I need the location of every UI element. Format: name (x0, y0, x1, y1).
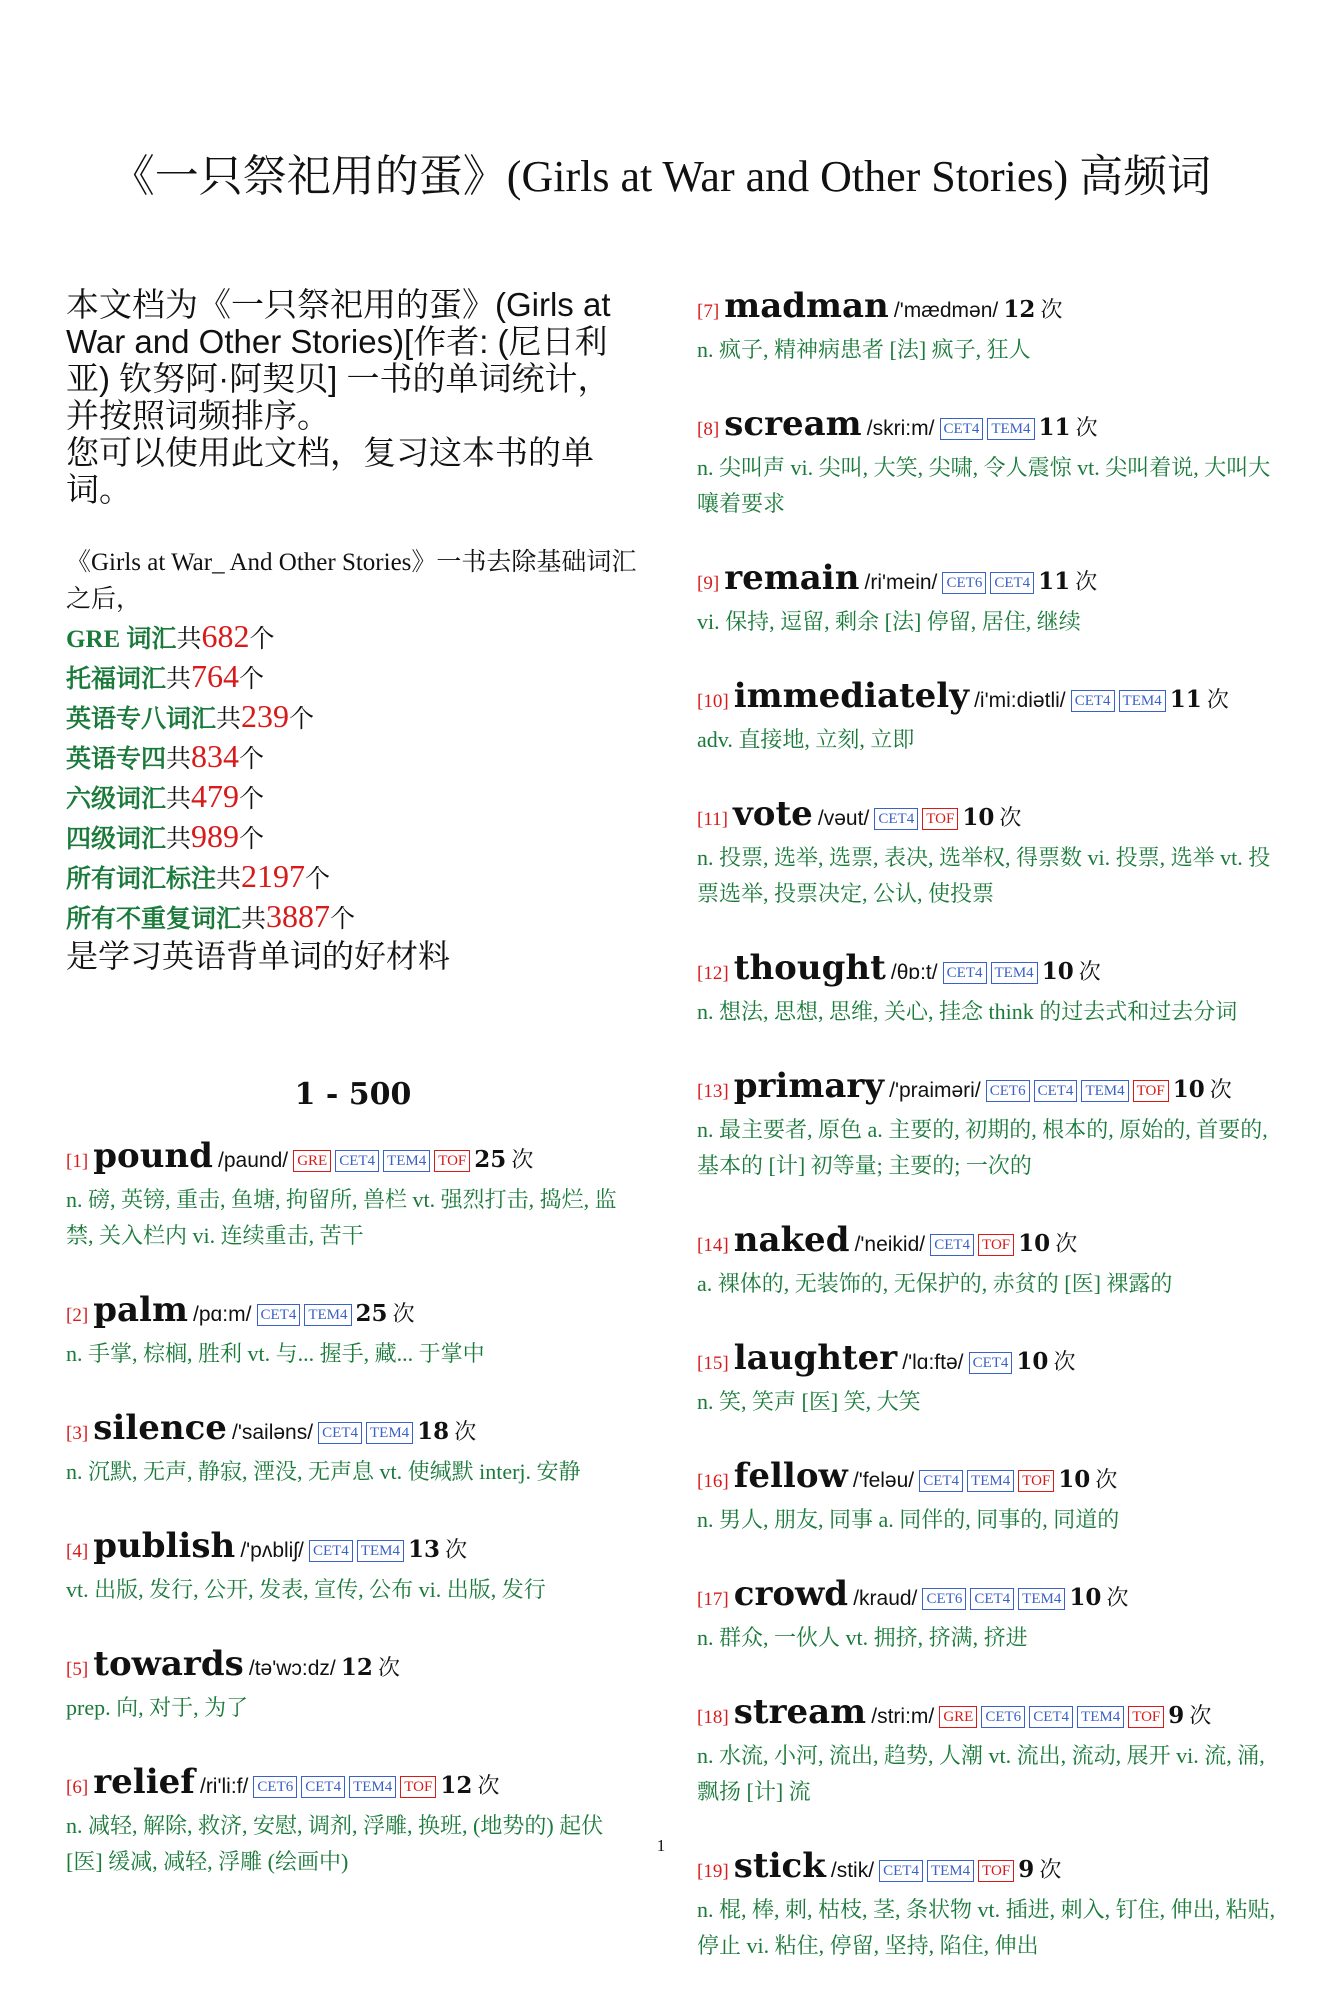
entries-left (66, 1136, 640, 1880)
entry-index: [9] (697, 573, 720, 594)
word-entry (66, 1408, 640, 1490)
entry-count-unit: 次 (1039, 1858, 1062, 1883)
exam-tag-badge: TEM4 (357, 1540, 404, 1562)
stat-label: 英语专四 (66, 746, 167, 773)
entry-phonetic: /'sailəns/ (232, 1421, 314, 1444)
word-entry (697, 286, 1277, 368)
exam-tag-badge: TEM4 (1018, 1588, 1065, 1610)
stat-gong: 共 (166, 826, 192, 853)
entry-header (697, 404, 1277, 450)
entry-header (697, 558, 1277, 604)
word-entry (697, 404, 1277, 522)
entry-phonetic: /'feləu/ (852, 1469, 915, 1492)
entry-phonetic: /stri:m/ (871, 1705, 935, 1728)
entry-count: 10 (1058, 1466, 1091, 1493)
exam-tag-badge: TOF (1133, 1080, 1169, 1102)
stat-ge: 个 (330, 906, 356, 933)
stat-row (66, 818, 640, 858)
entry-index: [10] (697, 691, 729, 712)
entry-index: [13] (697, 1081, 729, 1102)
entry-definition: n. 疯子, 精神病患者 [法] 疯子, 狂人 (697, 337, 1031, 362)
entry-definition: n. 投票, 选举, 选票, 表决, 选举权, 得票数 vi. 投票, 选举 vt. 投票选举, 投票决定, 公认, 使投票 (697, 845, 1271, 906)
entry-definition: n. 最主要者, 原色 a. 主要的, 初期的, 根本的, 原始的, 首要的, 基本的 [计] 初等量; 主要的; 一次的 (697, 1117, 1268, 1178)
exam-tag-badge: TOF (978, 1860, 1014, 1882)
word-entry (697, 1692, 1277, 1810)
entry-phonetic: /vəut/ (817, 807, 870, 830)
word-entry (697, 1456, 1277, 1538)
entry-header (66, 1290, 640, 1336)
stat-row (66, 658, 640, 698)
entry-index: [6] (66, 1777, 89, 1798)
stat-label: 托福词汇 (66, 666, 167, 693)
stat-label: GRE 词汇 (66, 626, 177, 653)
right-column (697, 286, 1277, 2000)
exam-tag-badge: CET4 (335, 1150, 379, 1172)
word-entry (697, 558, 1277, 640)
stat-label: 四级词汇 (66, 826, 167, 853)
entry-definition: n. 尖叫声 vi. 尖叫, 大笑, 尖啸, 令人震惊 vt. 尖叫着说, 大叫大嚷着要求 (697, 455, 1271, 516)
stat-row (66, 698, 640, 738)
entry-index: [8] (697, 419, 720, 440)
entry-count-unit: 次 (1206, 688, 1229, 713)
entry-count-unit: 次 (1053, 1350, 1076, 1375)
entry-definition: n. 棍, 棒, 刺, 枯枝, 茎, 条状物 vt. 插进, 刺入, 钉住, 伸出, 粘贴, 停止 vi. 粘住, 停留, 坚持, 陷住, 伸出 (697, 1897, 1276, 1958)
entry-word: stick (733, 1846, 826, 1886)
entry-count: 10 (1069, 1584, 1102, 1611)
entry-word: pound (93, 1136, 213, 1176)
entry-header (697, 948, 1277, 994)
exam-tag-badge: CET4 (309, 1540, 353, 1562)
entry-count: 10 (1018, 1230, 1051, 1257)
word-entry (66, 1762, 640, 1880)
section-heading: 1 - 500 (294, 1077, 412, 1112)
entry-word: crowd (733, 1574, 849, 1614)
entry-word: vote (733, 794, 813, 834)
exam-tag-badge: TOF (1128, 1706, 1164, 1728)
entry-phonetic: /tə'wɔ:dz/ (248, 1657, 336, 1680)
exam-tag-badge: CET4 (919, 1470, 963, 1492)
stat-ge: 个 (239, 666, 265, 693)
entry-header (697, 1456, 1277, 1502)
entry-count-unit: 次 (377, 1656, 400, 1681)
entry-count: 10 (1172, 1076, 1205, 1103)
entry-header (697, 676, 1277, 722)
exam-tag-badge: CET4 (257, 1304, 301, 1326)
stat-value: 3887 (266, 898, 331, 934)
entry-word: scream (724, 404, 862, 444)
entry-word: thought (733, 948, 886, 988)
entry-phonetic: /paund/ (218, 1149, 289, 1172)
stats-lead: 《Girls at War_ And Other Stories》一书去除基础词汇之后， (66, 549, 637, 613)
entry-header (697, 794, 1277, 840)
entry-index: [15] (697, 1353, 729, 1374)
entry-header (697, 1220, 1277, 1266)
entry-index: [18] (697, 1707, 729, 1728)
exam-tag-badge: CET4 (879, 1860, 923, 1882)
exam-tag-badge: CET4 (301, 1776, 345, 1798)
stats-list (66, 618, 640, 938)
entry-index: [16] (697, 1471, 729, 1492)
exam-tag-badge: CET6 (942, 572, 986, 594)
intro-paragraph: 本文档为《一只祭祀用的蛋》(Girls at War and Other Stories)[作者: (尼日利亚) 钦努阿·阿契贝] 一书的单词统计，并按照词频排序。 (66, 286, 611, 434)
entry-word: silence (93, 1408, 227, 1448)
stat-value: 682 (201, 618, 250, 654)
entry-word: relief (93, 1762, 195, 1802)
exam-tag-badge: CET6 (922, 1588, 966, 1610)
exam-tag-badge: TEM4 (1119, 690, 1166, 712)
stat-row (66, 778, 640, 818)
entry-header (66, 1408, 640, 1454)
entry-index: [17] (697, 1589, 729, 1610)
stat-label: 所有不重复词汇 (66, 906, 242, 933)
entry-count: 13 (407, 1536, 440, 1563)
left-column (66, 286, 640, 1916)
entry-definition: prep. 向, 对于, 为了 (66, 1695, 249, 1720)
exam-tag-badge: GRE (939, 1706, 977, 1728)
entry-word: towards (93, 1644, 244, 1684)
entry-count-unit: 次 (1075, 416, 1098, 441)
entry-count-unit: 次 (1189, 1704, 1212, 1729)
entry-word: palm (93, 1290, 188, 1330)
exam-tag-badge: CET4 (940, 418, 984, 440)
entry-definition: n. 减轻, 解除, 救济, 安慰, 调剂, 浮雕, 换班, (地势的) 起伏 [医] 缓减, 减轻, 浮雕 (绘画中) (66, 1813, 604, 1874)
entry-count-unit: 次 (1055, 1232, 1078, 1257)
entry-count: 12 (1003, 296, 1036, 323)
exam-tag-badge: TEM4 (1081, 1080, 1128, 1102)
page-number: 1 (656, 1836, 666, 1855)
entry-definition: n. 沉默, 无声, 静寂, 湮没, 无声息 vt. 使缄默 interj. 安静 (66, 1459, 581, 1484)
exam-tag-badge: CET4 (874, 808, 918, 830)
word-entry (66, 1290, 640, 1372)
entry-count: 11 (1169, 686, 1202, 713)
entry-index: [7] (697, 301, 720, 322)
exam-tag-badge: CET6 (981, 1706, 1025, 1728)
exam-tag-badge: CET4 (1034, 1080, 1078, 1102)
entry-definition: vi. 保持, 逗留, 剩余 [法] 停留, 居住, 继续 (697, 609, 1081, 634)
entry-phonetic: /stik/ (830, 1859, 875, 1882)
entry-count-unit: 次 (1040, 298, 1063, 323)
entry-definition: a. 裸体的, 无装饰的, 无保护的, 赤贫的 [医] 裸露的 (697, 1271, 1173, 1296)
word-entry (697, 1066, 1277, 1184)
stat-gong: 共 (241, 906, 267, 933)
word-entry (697, 948, 1277, 1030)
entry-index: [12] (697, 963, 729, 984)
entry-count: 10 (962, 804, 995, 831)
entry-count: 10 (1016, 1348, 1049, 1375)
entries-right (697, 286, 1277, 1964)
entry-count: 18 (417, 1418, 450, 1445)
entry-count-unit: 次 (1095, 1468, 1118, 1493)
entry-header (697, 1574, 1277, 1620)
exam-tag-badge: TEM4 (349, 1776, 396, 1798)
stat-ge: 个 (239, 786, 265, 813)
exam-tag-badge: TEM4 (927, 1860, 974, 1882)
exam-tag-badge: TOF (978, 1234, 1014, 1256)
stat-value: 479 (191, 778, 240, 814)
entry-count: 9 (1018, 1856, 1035, 1883)
entry-index: [11] (697, 809, 728, 830)
exam-tag-badge: CET6 (253, 1776, 297, 1798)
stat-gong: 共 (166, 746, 192, 773)
exam-tag-badge: TOF (922, 808, 958, 830)
entry-header (697, 286, 1277, 332)
entry-count-unit: 次 (1209, 1078, 1232, 1103)
exam-tag-badge: TEM4 (967, 1470, 1014, 1492)
entry-word: fellow (733, 1456, 848, 1496)
entry-word: publish (93, 1526, 236, 1566)
stat-value: 989 (191, 818, 240, 854)
entry-count-unit: 次 (445, 1538, 468, 1563)
stat-value: 834 (191, 738, 240, 774)
entry-count-unit: 次 (477, 1774, 500, 1799)
entry-count: 10 (1041, 958, 1074, 985)
entry-definition: adv. 直接地, 立刻, 立即 (697, 727, 915, 752)
exam-tag-badge: CET6 (986, 1080, 1030, 1102)
entry-index: [4] (66, 1541, 89, 1562)
entry-count: 25 (355, 1300, 388, 1327)
entry-count-unit: 次 (454, 1420, 477, 1445)
stat-gong: 共 (216, 706, 242, 733)
exam-tag-badge: TOF (400, 1776, 436, 1798)
entry-count-unit: 次 (999, 806, 1022, 831)
exam-tag-badge: CET4 (930, 1234, 974, 1256)
stat-ge: 个 (305, 866, 331, 893)
exam-tag-badge: CET4 (990, 572, 1034, 594)
word-entry (66, 1136, 640, 1254)
exam-tag-badge: TEM4 (1077, 1706, 1124, 1728)
exam-tag-badge: TEM4 (987, 418, 1034, 440)
stat-row (66, 858, 640, 898)
stat-gong: 共 (216, 866, 242, 893)
word-entry (697, 1220, 1277, 1302)
entry-index: [3] (66, 1423, 89, 1444)
exam-tag-badge: TEM4 (991, 962, 1038, 984)
stats-closing: 是学习英语背单词的好材料 (66, 938, 451, 974)
entry-definition: n. 水流, 小河, 流出, 趋势, 人潮 vt. 流出, 流动, 展开 vi. 流, 涌, 飘扬 [计] 流 (697, 1743, 1265, 1804)
word-entry (697, 676, 1277, 758)
entry-word: naked (733, 1220, 850, 1260)
stat-label: 六级词汇 (66, 786, 167, 813)
entry-count-unit: 次 (392, 1302, 415, 1327)
exam-tag-badge: TOF (434, 1150, 470, 1172)
entry-index: [14] (697, 1235, 729, 1256)
exam-tag-badge: CET4 (969, 1352, 1013, 1374)
entry-word: remain (724, 558, 860, 598)
exam-tag-badge: GRE (293, 1150, 331, 1172)
entry-index: [2] (66, 1305, 89, 1326)
stat-gong: 共 (166, 786, 192, 813)
entry-word: primary (733, 1066, 885, 1106)
word-entry (697, 1338, 1277, 1420)
entry-count: 11 (1038, 414, 1071, 441)
entry-header (697, 1692, 1277, 1738)
entry-phonetic: /θɒ:t/ (890, 961, 938, 984)
entry-count-unit: 次 (1075, 570, 1098, 595)
entry-definition: n. 群众, 一伙人 vt. 拥挤, 挤满, 挤进 (697, 1625, 1028, 1650)
word-entry (66, 1526, 640, 1608)
entry-word: immediately (733, 676, 969, 716)
stat-ge: 个 (239, 826, 265, 853)
entry-count: 9 (1168, 1702, 1185, 1729)
stat-value: 764 (191, 658, 240, 694)
entry-definition: n. 磅, 英镑, 重击, 鱼塘, 拘留所, 兽栏 vt. 强烈打击, 捣烂, 监禁, 关入栏内 vi. 连续重击, 苦干 (66, 1187, 617, 1248)
vocab-stats (66, 544, 640, 975)
entry-word: laughter (733, 1338, 898, 1378)
exam-tag-badge: TEM4 (366, 1422, 413, 1444)
entry-count-unit: 次 (1078, 960, 1101, 985)
stat-value: 239 (241, 698, 290, 734)
exam-tag-badge: CET4 (1029, 1706, 1073, 1728)
entry-phonetic: /'pʌbliʃ/ (240, 1539, 304, 1562)
entry-phonetic: /'mædmən/ (893, 299, 999, 322)
entry-index: [1] (66, 1151, 89, 1172)
word-entry (697, 1574, 1277, 1656)
stat-row (66, 618, 640, 658)
entry-count: 25 (474, 1146, 507, 1173)
intro-paragraph-2: 您可以使用此文档，复习这本书的单词。 (66, 434, 594, 508)
entry-definition: n. 想法, 思想, 思维, 关心, 挂念 think 的过去式和过去分词 (697, 999, 1238, 1024)
entry-index: [5] (66, 1659, 89, 1680)
entry-header (66, 1644, 640, 1690)
entry-header (66, 1762, 640, 1808)
entry-header (66, 1136, 640, 1182)
exam-tag-badge: TEM4 (383, 1150, 430, 1172)
entry-header (697, 1338, 1277, 1384)
exam-tag-badge: CET4 (970, 1588, 1014, 1610)
page-title: 《一只祭祀用的蛋》(Girls at War and Other Stories) 高频词 (110, 152, 1212, 201)
entry-phonetic: /'neikid/ (854, 1233, 926, 1256)
entry-definition: n. 手掌, 棕榈, 胜利 vt. 与... 握手, 藏... 于掌中 (66, 1341, 485, 1366)
stat-ge: 个 (289, 706, 315, 733)
intro (66, 286, 640, 508)
entry-phonetic: /pɑ:m/ (193, 1303, 252, 1326)
stat-gong: 共 (176, 626, 202, 653)
entry-phonetic: /ri'li:f/ (199, 1775, 249, 1798)
entry-header (66, 1526, 640, 1572)
exam-tag-badge: TEM4 (304, 1304, 351, 1326)
entry-phonetic: /skri:m/ (866, 417, 935, 440)
stat-ge: 个 (249, 626, 275, 653)
entry-word: madman (724, 286, 889, 326)
entry-definition: n. 男人, 朋友, 同事 a. 同伴的, 同事的, 同道的 (697, 1507, 1120, 1532)
entry-phonetic: /ri'mein/ (864, 571, 938, 594)
entry-phonetic: /'praiməri/ (889, 1079, 981, 1102)
entry-phonetic: /i'mi:diətli/ (974, 689, 1066, 712)
stat-row (66, 738, 640, 778)
stat-label: 所有词汇标注 (66, 866, 217, 893)
word-entry (697, 1846, 1277, 1964)
entry-index: [19] (697, 1861, 729, 1882)
stat-ge: 个 (239, 746, 265, 773)
exam-tag-badge: CET4 (943, 962, 987, 984)
entry-phonetic: /kraud/ (853, 1587, 918, 1610)
exam-tag-badge: TOF (1018, 1470, 1054, 1492)
stat-label: 英语专八词汇 (66, 706, 217, 733)
entry-definition: n. 笑, 笑声 [医] 笑, 大笑 (697, 1389, 921, 1414)
entry-count: 12 (340, 1654, 373, 1681)
stat-row (66, 898, 640, 938)
exam-tag-badge: CET4 (318, 1422, 362, 1444)
entry-count: 12 (440, 1772, 473, 1799)
entry-phonetic: /'lɑ:ftə/ (902, 1351, 964, 1374)
exam-tag-badge: CET4 (1071, 690, 1115, 712)
word-entry (66, 1644, 640, 1726)
entry-definition: vt. 出版, 发行, 公开, 发表, 宣传, 公布 vi. 出版, 发行 (66, 1577, 546, 1602)
entry-count-unit: 次 (1106, 1586, 1129, 1611)
stat-gong: 共 (166, 666, 192, 693)
stat-value: 2197 (241, 858, 306, 894)
entry-count: 11 (1038, 568, 1071, 595)
word-entry (697, 794, 1277, 912)
entry-count-unit: 次 (511, 1148, 534, 1173)
entry-header (697, 1066, 1277, 1112)
entry-word: stream (733, 1692, 867, 1732)
